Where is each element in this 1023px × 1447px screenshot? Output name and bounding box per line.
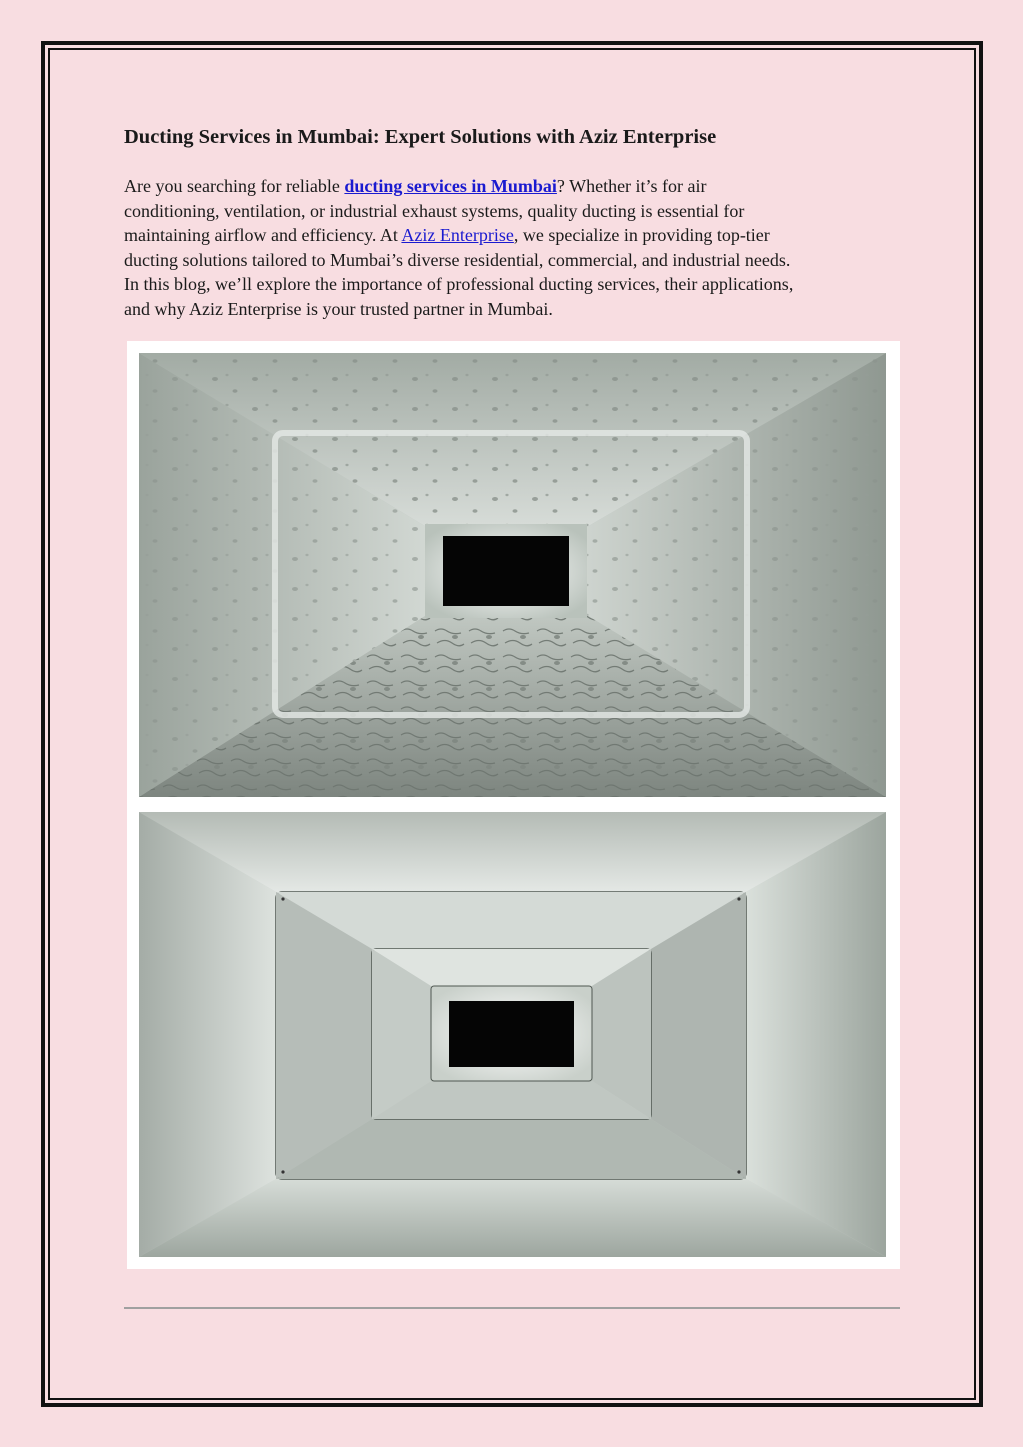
intro-line-6: and why Aziz Enterprise is your trusted partner in Mumbai. xyxy=(124,298,553,319)
intro-line-2: conditioning, ventilation, or industrial exhaust systems, quality ducting is essential for xyxy=(124,200,745,221)
clean-duct-photo xyxy=(139,812,886,1257)
intro-line-4: ducting solutions tailored to Mumbai’s diverse residential, commercial, and industrial needs. xyxy=(124,249,791,270)
article-title: Ducting Services in Mumbai: Expert Solutions with Aziz Enterprise xyxy=(124,126,717,148)
intro-line-3: maintaining airflow and efficiency. At Aziz Enterprise, we specialize in providing top-tier xyxy=(124,225,770,245)
horizontal-divider xyxy=(124,1307,900,1309)
dirty-duct-photo xyxy=(139,353,886,797)
intro-paragraph xyxy=(124,174,914,321)
intro-line-1: Are you searching for reliable ducting services in Mumbai? Whether it’s for air xyxy=(124,176,707,196)
duct-comparison-image xyxy=(127,341,900,1269)
intro-line-5: In this blog, we’ll explore the importance of professional ducting services, their applications, xyxy=(124,274,794,294)
aziz-enterprise-link[interactable]: Aziz Enterprise xyxy=(401,225,514,245)
ducting-services-link[interactable]: ducting services in Mumbai xyxy=(344,176,557,196)
